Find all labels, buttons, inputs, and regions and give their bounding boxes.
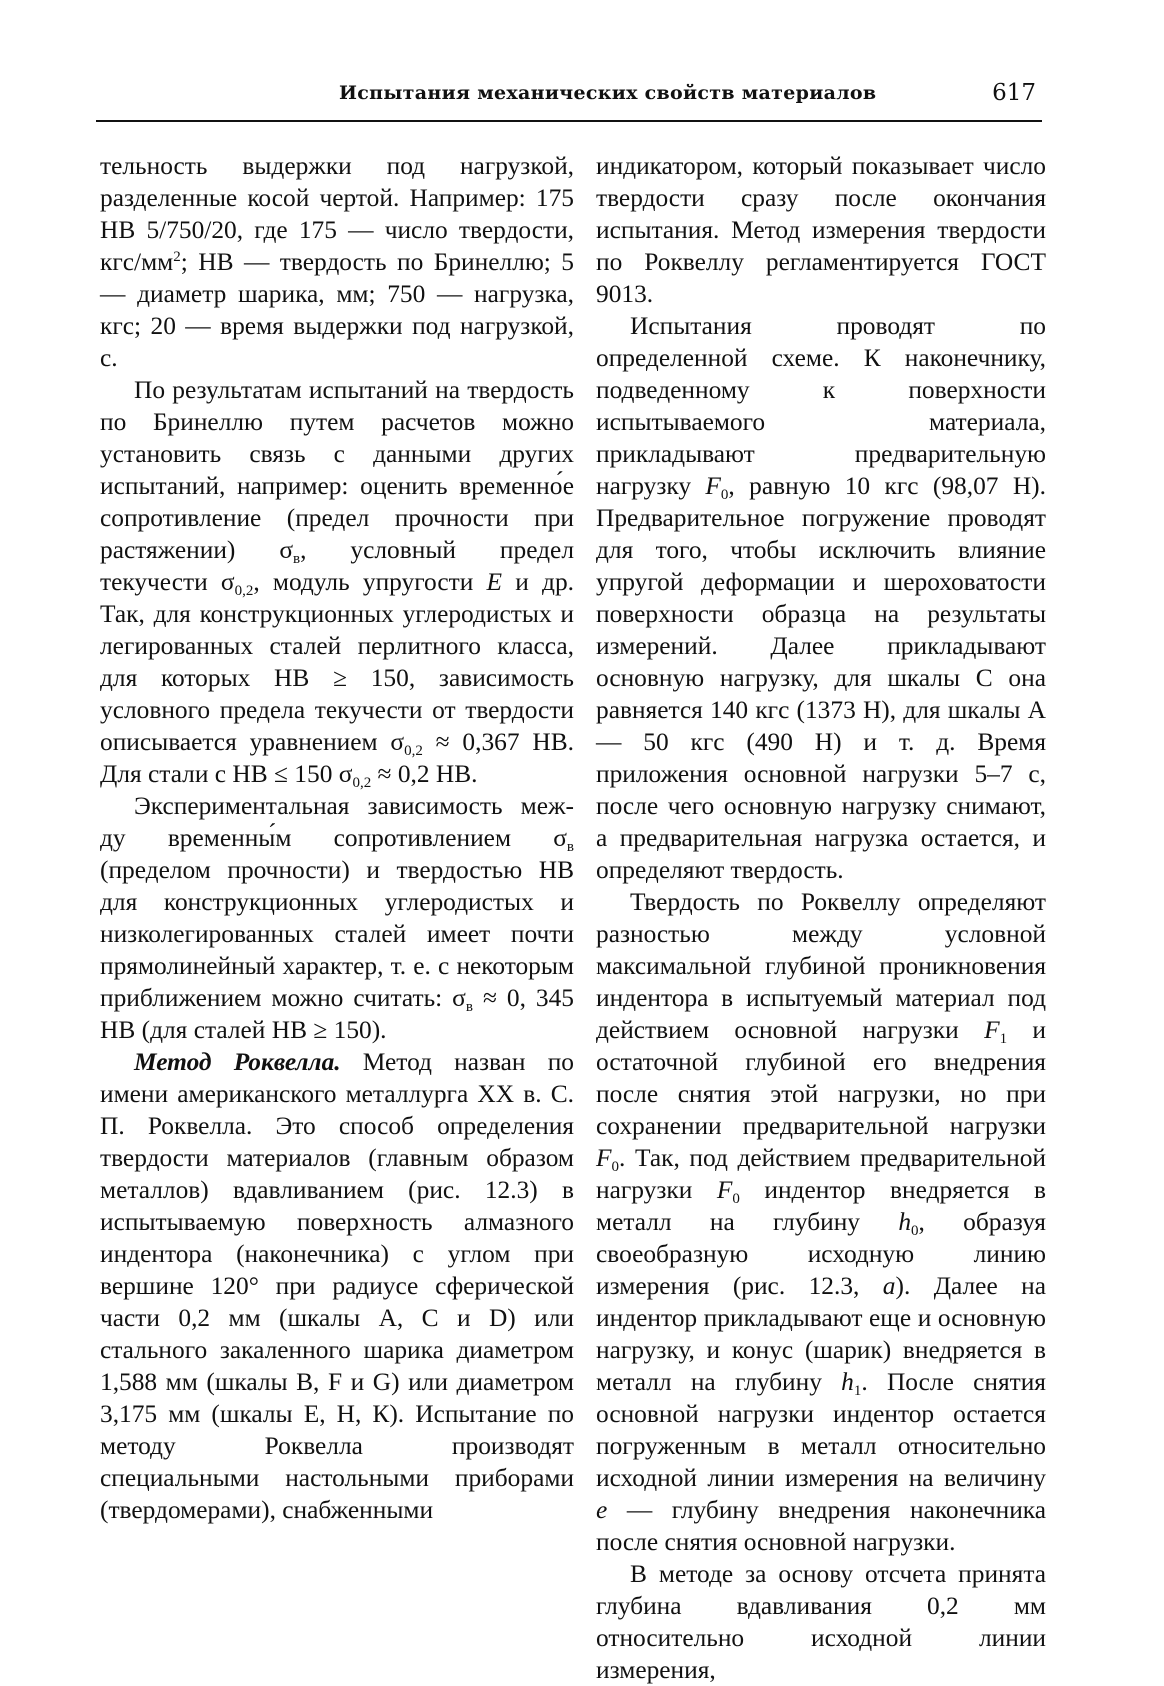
paragraph-brinell-results: По результатам испытаний на твердость по Бринеллю путем расчетов можно установить связь с данными других испытаний, например: оценить временно́е сопротивление (предел прочности при растяжении) $\sigma_в$, условный предел текучести $\sigma_{0,2}$, модуль упругости E и др. Так, для конструкционных углеродистых и легированных сталей перлитного класса, для которых НВ ≥ 150, зависимость условного предела текучести от твердости описывается уравнением $\sigma_{0,2} \approx 0,367$ НВ. Для стали с НВ ≤ 150 $\sigma_{0,2} \approx 0,2$ НВ.	[100, 376, 575, 791]
left-column	[100, 150, 574, 1526]
right-column	[596, 150, 1046, 1686]
paragraph-rockwell-method: Метод Роквелла. Метод назван по имени американского металлурга XX в. С. П. Роквелла. Это способ определения твердости материалов (главным образом металлов) вдавливанием (рис. 12.3) в испытываемую поверхность алмазного индентора (наконечника) с углом при вершине 120° при радиусе сферической части 0,2 мм (шкалы А, С и D) или стального закаленного шарика диаметром 1,588 мм (шкалы В, F и G) или диаметром 3,175 мм (шкалы Е, Н, К). Испытание по методу Роквелла производят специальными настольными приборами (твердомерами), снабженными	[100, 1048, 574, 1524]
paragraph-brinell-notation: тельность выдержки под нагрузкой, разделенные косой чертой. Например: 175 НВ 5/750/20, где 175 — число твердости, кгс/$мм^2$; НВ — твердость по Бринеллю; 5 — диаметр шарика, мм; 750 — нагрузка, кгс; 20 — время выдержки под нагрузкой, с.	[100, 152, 574, 372]
paragraph-rockwell-hardness: Твердость по Роквеллу определяют разностью между условной максимальной глубиной проникновения индентора в испытуемый материал под действием основной нагрузки $F_1$ и остаточной глубиной его внедрения после снятия этой нагрузки, но при сохранении предварительной нагрузки $F_0$. Так, под действием предварительной нагрузки $F_0$ индентор внедряется в металл на глубину $h_0$, образуя своеобразную исходную линию измерения (рис. 12.3, а). Далее на индентор прикладывают еще и основную нагрузку, и конус (шарик) внедряется в металл на глубину $h_1$. После снятия основной нагрузки индентор остается погруженным в металл относительно исходной линии измерения на величину е — глубину внедрения наконечника после снятия основной нагрузки.	[596, 888, 1046, 1556]
section-heading-rockwell: Метод Роквелла.	[134, 1048, 341, 1076]
paragraph-experimental-dependence: Экспериментальная зависимость меж-ду временны́м сопротивлением $\sigma_в$ (пределом прочности) и твердостью НВ для конструкционных углеродистых и низколегированных сталей имеет почти прямолинейный характер, т. е. с некоторым приближением можно считать: $\sigma_в \approx 0$, 345 НВ (для сталей НВ ≥ 150).	[100, 792, 574, 1044]
paragraph-indicator: индикатором, который показывает число твердости сразу после окончания испытания. Метод измерения твердости по Роквеллу регламентируется ГОСТ 9013.	[596, 152, 1046, 308]
running-title: Испытания механических свойств материалов	[339, 82, 877, 104]
header-rule	[96, 120, 1042, 122]
page-number: 617	[992, 80, 1036, 106]
paragraph-reference-depth: В методе за основу отсчета принята глубина вдавливания 0,2 мм относительно исходной линии измерения,	[596, 1560, 1046, 1684]
paragraph-test-scheme: Испытания проводят по определенной схеме. К наконечнику, подведенному к поверхности испытываемого материала, прикладывают предварительную нагрузку $F_0$, равную 10 кгс (98,07 Н). Предварительное погружение проводят для того, чтобы исключить влияние упругой деформации и шероховатости поверхности образца на результаты измерений. Далее прикладывают основную нагрузку, для шкалы С она равняется 140 кгс (1373 Н), для шкалы А — 50 кгс (490 Н) и т. д. Время приложения основной нагрузки 5–7 с, после чего основную нагрузку снимают, а предварительная нагрузка остается, и определяют твердость.	[596, 312, 1046, 884]
page-header	[96, 78, 1042, 118]
